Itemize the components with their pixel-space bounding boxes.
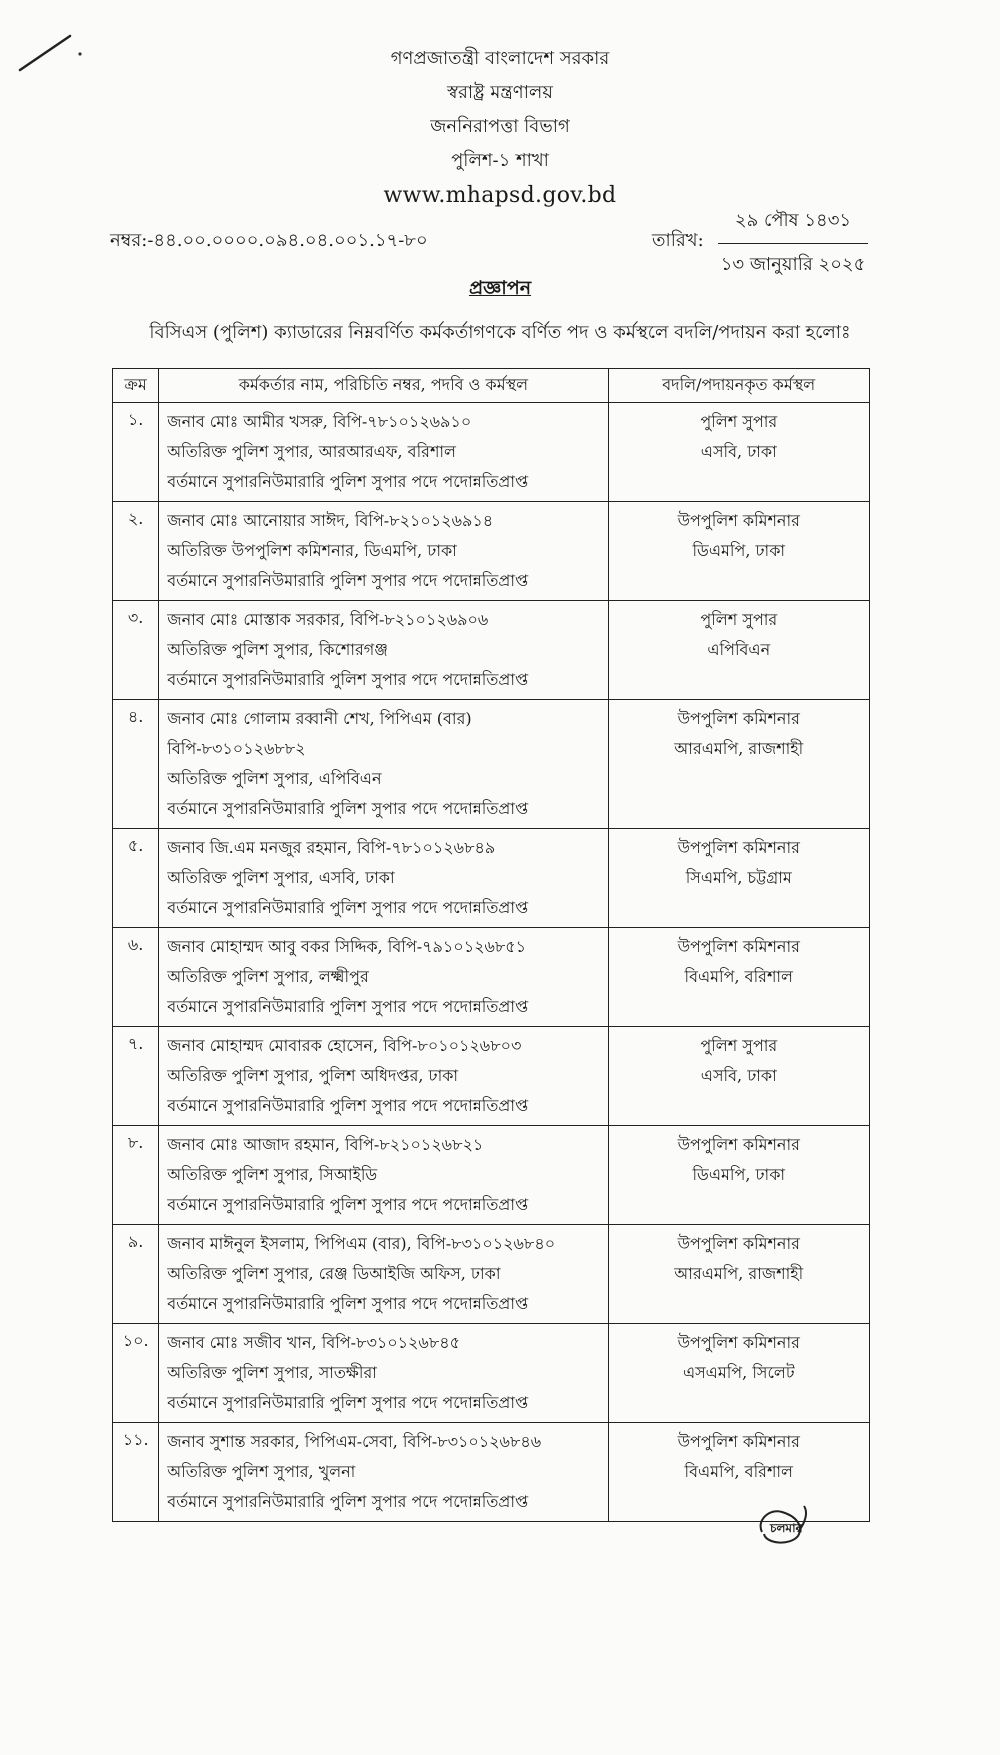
initial-signature xyxy=(752,1502,812,1546)
table-header-row xyxy=(113,369,870,403)
officer-detail-line: অতিরিক্ত পুলিশ সুপার, সিআইডি xyxy=(167,1165,378,1184)
header-officer: কর্মকর্তার নাম, পরিচিতি নম্বর, পদবি ও কর্মস্থল xyxy=(159,369,608,403)
row-posting xyxy=(608,928,869,1027)
officer-detail-line: জনাব মাঈনুল ইসলাম, পিপিএম (বার), বিপি-৮৩১০১২৬৮৪০ xyxy=(167,1234,556,1253)
officer-detail-line: বর্তমানে সুপারনিউমারারি পুলিশ সুপার পদে পদোন্নতিপ্রাপ্ত xyxy=(167,571,529,590)
table-body xyxy=(113,403,870,1522)
row-officer-details xyxy=(159,403,608,502)
officer-detail-line: অতিরিক্ত উপপুলিশ কমিশনার, ডিএমপি, ঢাকা xyxy=(167,541,457,560)
memo-number: নম্বর:-৪৪.০০.০০০০.০৯৪.০৪.০০১.১৭-৮০ xyxy=(110,230,428,251)
posting-place: বিএমপি, বরিশাল xyxy=(684,1462,793,1481)
officer-detail-line: জনাব সুশান্ত সরকার, পিপিএম-সেবা, বিপি-৮৩১০১২৬৮৪৬ xyxy=(167,1432,542,1451)
officer-detail-line: অতিরিক্ত পুলিশ সুপার, এপিবিএন xyxy=(167,769,382,788)
posting-place: এসবি, ঢাকা xyxy=(700,442,777,461)
officer-detail-line: বর্তমানে সুপারনিউমারারি পুলিশ সুপার পদে পদোন্নতিপ্রাপ্ত xyxy=(167,1492,529,1511)
officer-detail-line: বর্তমানে সুপারনিউমারারি পুলিশ সুপার পদে পদোন্নতিপ্রাপ্ত xyxy=(167,670,529,689)
row-posting xyxy=(608,700,869,829)
posting-place: আরএমপি, রাজশাহী xyxy=(674,739,804,758)
officer-detail-line: জনাব মোঃ মোস্তাক সরকার, বিপি-৮২১০১২৬৯০৬ xyxy=(167,610,489,629)
officer-detail-line: অতিরিক্ত পুলিশ সুপার, রেঞ্জ ডিআইজি অফিস, ঢাকা xyxy=(167,1264,501,1283)
officer-detail-line: অতিরিক্ত পুলিশ সুপার, পুলিশ অধিদপ্তর, ঢাকা xyxy=(167,1066,459,1085)
row-officer-details xyxy=(159,1423,608,1522)
date-bengali: ২৯ পৌষ ১৪৩১ xyxy=(718,206,868,244)
officer-detail-line: জনাব মোঃ সজীব খান, বিপি-৮৩১০১২৬৮৪৫ xyxy=(167,1333,460,1352)
posting-place: এসএমপি, সিলেট xyxy=(682,1363,795,1382)
website-link[interactable]: www.mhapsd.gov.bd xyxy=(383,183,617,208)
row-posting xyxy=(608,1126,869,1225)
table-row xyxy=(113,1324,870,1423)
posting-designation: উপপুলিশ কমিশনার xyxy=(677,937,800,956)
branch-name: পুলিশ-১ শাখা xyxy=(451,150,549,171)
row-posting xyxy=(608,601,869,700)
officer-detail-line: অতিরিক্ত পুলিশ সুপার, খুলনা xyxy=(167,1462,356,1481)
row-officer-details xyxy=(159,700,608,829)
letterhead xyxy=(0,42,1000,214)
officer-detail-line: জনাব মোঃ আমীর খসরু, বিপি-৭৮১০১২৬৯১০ xyxy=(167,412,472,431)
row-serial: ৯. xyxy=(113,1225,159,1324)
table-row xyxy=(113,1126,870,1225)
document-title xyxy=(0,274,1000,306)
posting-designation: উপপুলিশ কমিশনার xyxy=(677,1135,800,1154)
officer-detail-line: বর্তমানে সুপারনিউমারারি পুলিশ সুপার পদে পদোন্নতিপ্রাপ্ত xyxy=(167,472,529,491)
table-row xyxy=(113,502,870,601)
row-posting xyxy=(608,829,869,928)
table-row xyxy=(113,1225,870,1324)
row-officer-details xyxy=(159,1027,608,1126)
government-name: গণপ্রজাতন্ত্রী বাংলাদেশ সরকার xyxy=(390,48,610,69)
intro-paragraph: বিসিএস (পুলিশ) ক্যাডারের নিম্নবর্ণিত কর্মকর্তাগণকে বর্ণিত পদ ও কর্মস্থলে বদলি/পদায়ন করা হলোঃ xyxy=(149,322,851,343)
table-row xyxy=(113,829,870,928)
header-serial: ক্রম xyxy=(113,369,159,403)
posting-designation: পুলিশ সুপার xyxy=(700,610,778,629)
officer-detail-line: অতিরিক্ত পুলিশ সুপার, লক্ষ্মীপুর xyxy=(167,967,369,986)
ministry-name: স্বরাষ্ট্র মন্ত্রণালয় xyxy=(447,82,553,103)
row-officer-details xyxy=(159,601,608,700)
officer-detail-line: জনাব মোঃ আনোয়ার সাঈদ, বিপি-৮২১০১২৬৯১৪ xyxy=(167,511,494,530)
row-officer-details xyxy=(159,502,608,601)
officer-detail-line: অতিরিক্ত পুলিশ সুপার, আরআরএফ, বরিশাল xyxy=(167,442,456,461)
posting-designation: পুলিশ সুপার xyxy=(700,412,778,431)
division-name: জননিরাপত্তা বিভাগ xyxy=(430,116,570,137)
row-officer-details xyxy=(159,1126,608,1225)
officer-detail-line: অতিরিক্ত পুলিশ সুপার, কিশোরগঞ্জ xyxy=(167,640,388,659)
posting-place: ডিএমপি, ঢাকা xyxy=(692,541,786,560)
row-serial: ২. xyxy=(113,502,159,601)
posting-designation: উপপুলিশ কমিশনার xyxy=(677,1432,800,1451)
table-row xyxy=(113,700,870,829)
title-text: প্রজ্ঞাপন xyxy=(468,277,532,299)
row-serial: ১. xyxy=(113,403,159,502)
row-serial: ৭. xyxy=(113,1027,159,1126)
officer-detail-line: বর্তমানে সুপারনিউমারারি পুলিশ সুপার পদে পদোন্নতিপ্রাপ্ত xyxy=(167,1195,529,1214)
row-serial: ৮. xyxy=(113,1126,159,1225)
posting-place: ডিএমপি, ঢাকা xyxy=(692,1165,786,1184)
header-posting: বদলি/পদায়নকৃত কর্মস্থল xyxy=(608,369,869,403)
officer-detail-line: বিপি-৮৩১০১২৬৮৮২ xyxy=(167,739,306,758)
row-posting xyxy=(608,1225,869,1324)
officer-detail-line: বর্তমানে সুপারনিউমারারি পুলিশ সুপার পদে পদোন্নতিপ্রাপ্ত xyxy=(167,898,529,917)
date-gregorian: ১৩ জানুয়ারি ২০২৫ xyxy=(720,254,866,275)
transfer-table xyxy=(112,368,870,1522)
officer-detail-line: জনাব মোঃ আজাদ রহমান, বিপি-৮২১০১২৬৮২১ xyxy=(167,1135,484,1154)
officer-detail-line: বর্তমানে সুপারনিউমারারি পুলিশ সুপার পদে পদোন্নতিপ্রাপ্ত xyxy=(167,997,529,1016)
posting-place: আরএমপি, রাজশাহী xyxy=(674,1264,804,1283)
row-posting xyxy=(608,502,869,601)
date-label: তারিখ: xyxy=(652,230,704,251)
row-serial: ৬. xyxy=(113,928,159,1027)
row-serial: ৩. xyxy=(113,601,159,700)
officer-detail-line: জনাব মোহাম্মদ মোবারক হোসেন, বিপি-৮০১০১২৬৮০৩ xyxy=(167,1036,522,1055)
officer-detail-line: জনাব মোহাম্মদ আবু বকর সিদ্দিক, বিপি-৭৯১০১২৬৮৫১ xyxy=(167,937,527,956)
table-row xyxy=(113,601,870,700)
row-officer-details xyxy=(159,1225,608,1324)
officer-detail-line: জনাব জি.এম মনজুর রহমান, বিপি-৭৮১০১২৬৮৪৯ xyxy=(167,838,496,857)
posting-designation: উপপুলিশ কমিশনার xyxy=(677,1234,800,1253)
officer-detail-line: বর্তমানে সুপারনিউমারারি পুলিশ সুপার পদে পদোন্নতিপ্রাপ্ত xyxy=(167,1393,529,1412)
posting-place: বিএমপি, বরিশাল xyxy=(684,967,793,986)
row-officer-details xyxy=(159,829,608,928)
posting-designation: উপপুলিশ কমিশনার xyxy=(677,511,800,530)
posting-place: এপিবিএন xyxy=(707,640,771,659)
row-posting xyxy=(608,1324,869,1423)
table-row xyxy=(113,403,870,502)
date-block xyxy=(718,206,868,281)
officer-detail-line: অতিরিক্ত পুলিশ সুপার, এসবি, ঢাকা xyxy=(167,868,395,887)
officer-detail-line: বর্তমানে সুপারনিউমারারি পুলিশ সুপার পদে পদোন্নতিপ্রাপ্ত xyxy=(167,1096,529,1115)
posting-designation: উপপুলিশ কমিশনার xyxy=(677,1333,800,1352)
row-posting xyxy=(608,1423,869,1522)
officer-detail-line: বর্তমানে সুপারনিউমারারি পুলিশ সুপার পদে পদোন্নতিপ্রাপ্ত xyxy=(167,1294,529,1313)
table-row xyxy=(113,1027,870,1126)
officer-detail-line: বর্তমানে সুপারনিউমারারি পুলিশ সুপার পদে পদোন্নতিপ্রাপ্ত xyxy=(167,799,529,818)
row-serial: ১১. xyxy=(113,1423,159,1522)
officer-detail-line: অতিরিক্ত পুলিশ সুপার, সাতক্ষীরা xyxy=(167,1363,377,1382)
row-serial: ৪. xyxy=(113,700,159,829)
table-row xyxy=(113,928,870,1027)
posting-place: সিএমপি, চট্টগ্রাম xyxy=(685,868,792,887)
row-serial: ১০. xyxy=(113,1324,159,1423)
posting-designation: পুলিশ সুপার xyxy=(700,1036,778,1055)
row-posting xyxy=(608,1027,869,1126)
row-officer-details xyxy=(159,1324,608,1423)
row-serial: ৫. xyxy=(113,829,159,928)
posting-designation: উপপুলিশ কমিশনার xyxy=(677,838,800,857)
row-posting xyxy=(608,403,869,502)
row-officer-details xyxy=(159,928,608,1027)
posting-place: এসবি, ঢাকা xyxy=(700,1066,777,1085)
officer-detail-line: জনাব মোঃ গোলাম রব্বানী শেখ, পিপিএম (বার) xyxy=(167,709,472,728)
continuation-mark: চলমান xyxy=(770,1521,803,1535)
posting-designation: উপপুলিশ কমিশনার xyxy=(677,709,800,728)
